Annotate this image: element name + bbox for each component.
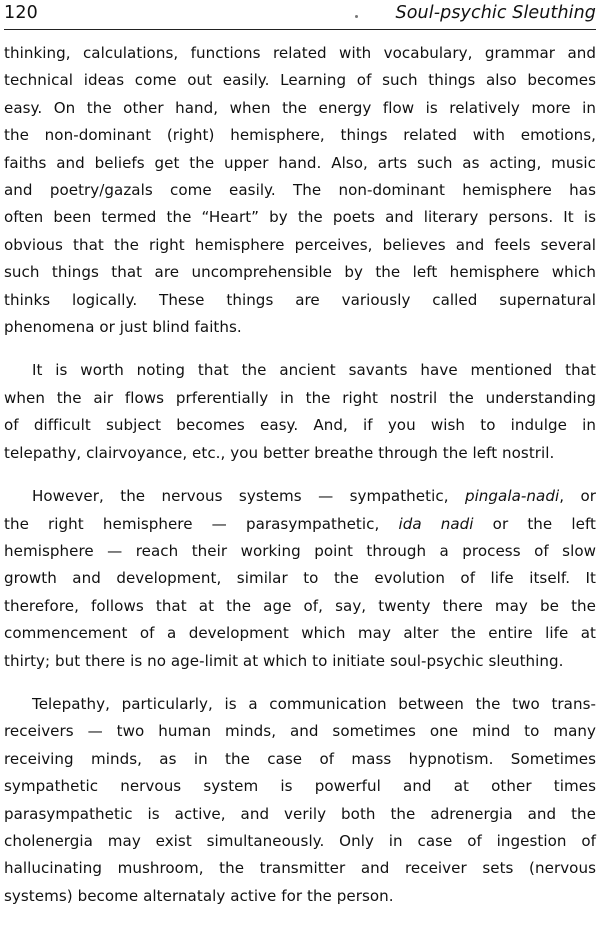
text-line: faiths and beliefs get the upper hand. Also, arts such as acting, music: [4, 153, 596, 172]
text-line: [4, 483, 596, 510]
text-line: easy. On the other hand, when the energy flow is relatively more in: [4, 98, 596, 117]
text-line: thinks logically. These things are variously called supernatural: [4, 290, 596, 309]
text-run: the right hemisphere — parasympathetic,: [4, 514, 399, 533]
text-line: growth and development, similar to the evolution of life itself. It: [4, 569, 596, 588]
italic-term: ida nadi: [398, 514, 474, 533]
header-rule: [4, 29, 596, 30]
paragraph-3: [4, 483, 596, 675]
text-line: often been termed the “Heart” by the poets and literary persons. It is: [4, 208, 596, 227]
body-text: [4, 40, 596, 927]
running-title: Soul-psychic Sleuthing: [395, 3, 596, 23]
paragraph-4: [4, 691, 596, 910]
text-line: It is worth noting that the ancient savants have mentioned that: [32, 361, 596, 380]
italic-term: pingala-nadi: [464, 487, 560, 506]
print-speck: [355, 15, 358, 18]
text-line: phenomena or just blind faiths.: [4, 318, 242, 337]
text-line: sympathetic nervous system is powerful and at other times: [4, 777, 596, 796]
text-line: telepathy, clairvoyance, etc., you better breathe through the left nostril.: [4, 443, 555, 462]
text-line: [4, 511, 596, 538]
text-line: parasympathetic is active, and verily both the adrenergia and the: [4, 804, 596, 823]
text-run: , or: [559, 487, 596, 506]
text-line: receivers — two human minds, and sometimes one mind to many: [4, 722, 596, 741]
text-line: obvious that the right hemisphere perceives, believes and feels several: [4, 235, 596, 254]
text-line: such things that are uncomprehensible by the left hemisphere which: [4, 263, 596, 282]
paragraph-1: [4, 40, 596, 341]
text-line: and poetry/gazals come easily. The non-dominant hemisphere has: [4, 181, 596, 200]
text-line: technical ideas come out easily. Learning of such things also becomes: [4, 71, 596, 90]
running-head: [4, 0, 596, 30]
text-line: thirty; but there is no age-limit at which to initiate soul-psychic sleuthing.: [4, 651, 564, 670]
text-line: Telepathy, particularly, is a communication between the two trans-: [32, 694, 596, 713]
paragraph-2: [4, 357, 596, 467]
page-number: 120: [4, 3, 39, 23]
text-line: commencement of a development which may alter the entire life at: [4, 624, 596, 643]
text-line: hallucinating mushroom, the transmitter and receiver sets (nervous: [4, 859, 596, 878]
text-line: cholenergia may exist simultaneously. Only in case of ingestion of: [4, 831, 596, 850]
text-line: hemisphere — reach their working point through a process of slow: [4, 541, 596, 560]
text-run: However, the nervous systems — sympathetic,: [32, 487, 465, 506]
text-run: or the left: [473, 514, 597, 533]
text-line: of difficult subject becomes easy. And, if you wish to indulge in: [4, 416, 596, 435]
text-line: therefore, follows that at the age of, say, twenty there may be the: [4, 596, 596, 615]
text-line: receiving minds, as in the case of mass hypnotism. Sometimes: [4, 749, 596, 768]
text-line: the non-dominant (right) hemisphere, things related with emotions,: [4, 126, 596, 145]
text-line: when the air flows prferentially in the right nostril the understanding: [4, 388, 596, 407]
text-line: thinking, calculations, functions related with vocabulary, grammar and: [4, 44, 596, 62]
text-line: systems) become alternataly active for the person.: [4, 886, 394, 905]
